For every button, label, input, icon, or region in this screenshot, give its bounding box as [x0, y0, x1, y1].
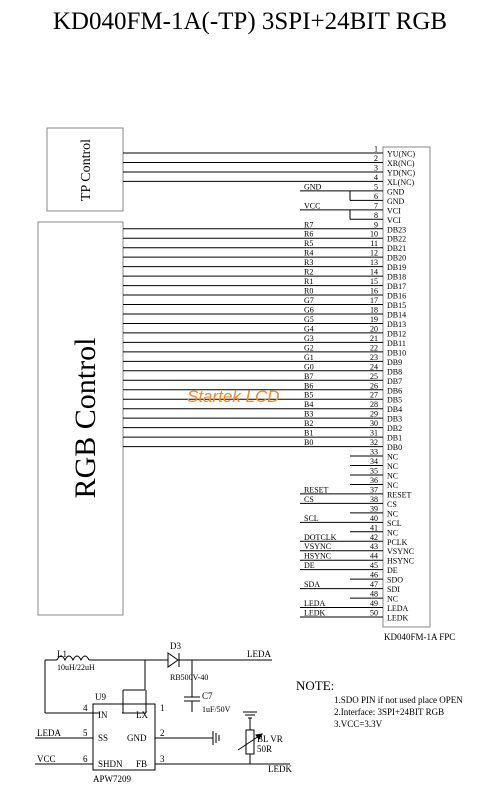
pin-name-27: DB5 [387, 395, 403, 405]
pin-name-33: NC [387, 452, 399, 462]
pin-number-32: 32 [370, 438, 378, 448]
watermark: Startek LCD [187, 387, 280, 406]
signal-label-24: G0 [304, 362, 314, 372]
signal-label-13: R3 [304, 258, 314, 268]
bl-vr-label: BL VR [257, 734, 283, 744]
l1-value: 10uH/22uH [57, 663, 95, 672]
signal-label-25: B7 [304, 371, 314, 381]
signal-label-18: G6 [304, 305, 314, 315]
pin-number-31: 31 [370, 428, 378, 438]
signal-label-50: LEDK [304, 608, 326, 618]
fpc-label: KD040FM-1A FPC [384, 632, 456, 642]
pin-number-25: 25 [370, 371, 378, 381]
signal-label-42: DOTCLK [304, 532, 337, 542]
signal-label-32: B0 [304, 438, 314, 448]
notes-heading: NOTE: [296, 678, 335, 693]
pin-number-6: 6 [374, 191, 378, 201]
pin-name-40: SCL [387, 518, 402, 528]
pin-number-10: 10 [370, 229, 378, 239]
signal-label-29: B3 [304, 409, 314, 419]
signal-label-11: R5 [304, 239, 314, 249]
pin-in-label: IN [98, 710, 108, 720]
pin-number-26: 26 [370, 381, 378, 391]
pin-name-44: HSYNC [387, 556, 415, 566]
d3-label: D3 [170, 641, 181, 651]
signal-label-30: B2 [304, 419, 314, 429]
pin-number-42: 42 [370, 532, 378, 542]
pin-name-28: DB4 [387, 405, 403, 415]
pin-name-35: NC [387, 471, 399, 481]
pin-number-1: 1 [374, 144, 378, 154]
pin-name-50: LEDK [387, 613, 409, 623]
notes-block [296, 680, 463, 730]
pin-name-24: DB8 [387, 367, 403, 377]
pin-number-5: 5 [374, 182, 378, 192]
pin-name-31: DB1 [387, 433, 403, 443]
signal-label-44: HSYNC [304, 551, 332, 561]
pin-number-20: 20 [370, 324, 378, 334]
pin-name-15: DB17 [387, 282, 407, 292]
l1-label: L1 [57, 649, 67, 659]
pin-number-30: 30 [370, 419, 378, 429]
pin-name-41: NC [387, 528, 399, 538]
d3-value: RB500V-40 [170, 673, 209, 682]
pin-number-21: 21 [370, 333, 378, 343]
signal-label-19: G5 [304, 314, 314, 324]
diagram-title: KD040FM-1A(-TP) 3SPI+24BIT RGB [52, 8, 448, 35]
signal-label-15: R1 [304, 277, 314, 287]
pin-name-13: DB19 [387, 263, 407, 273]
pin-name-42: PCLK [387, 537, 408, 547]
pin-number-27: 27 [370, 390, 378, 400]
pin-number-22: 22 [370, 343, 378, 353]
pin-number-49: 49 [370, 599, 378, 609]
pin-number-24: 24 [370, 362, 378, 372]
pin-number-8: 8 [374, 210, 378, 220]
pin-num-6: 6 [83, 754, 88, 764]
pin-number-14: 14 [370, 267, 378, 277]
signal-label-5: GND [304, 182, 322, 192]
pin-name-5: GND [387, 187, 405, 197]
r-value-label: 50R [257, 744, 273, 754]
pin-number-39: 39 [370, 504, 378, 514]
pin-name-29: DB3 [387, 414, 403, 424]
pin-name-20: DB12 [387, 329, 407, 339]
pin-number-34: 34 [370, 457, 378, 467]
vcc-input-label: VCC [37, 754, 56, 764]
pin-name-17: DB15 [387, 301, 407, 311]
pin-number-43: 43 [370, 542, 378, 552]
pin-name-21: DB11 [387, 338, 406, 348]
pin-name-12: DB20 [387, 253, 407, 263]
signal-label-49: LEDA [304, 599, 326, 609]
pin-number-12: 12 [370, 248, 378, 258]
pin-number-11: 11 [370, 239, 378, 249]
pin-shdn-label: SHDN [98, 759, 123, 769]
pin-number-2: 2 [374, 153, 378, 163]
pin-name-47: SDI [387, 585, 400, 595]
signal-label-16: R0 [304, 286, 314, 296]
pin-name-11: DB21 [387, 244, 407, 254]
pin-name-38: CS [387, 499, 397, 509]
pin-number-37: 37 [370, 485, 378, 495]
pin-number-23: 23 [370, 352, 378, 362]
pin-name-25: DB7 [387, 376, 403, 386]
pin-number-40: 40 [370, 513, 378, 523]
signal-label-40: SCL [304, 513, 319, 523]
pin-number-17: 17 [370, 296, 378, 306]
pin-fb-label: FB [136, 759, 148, 769]
signal-label-26: B6 [304, 381, 314, 391]
pin-number-36: 36 [370, 475, 378, 485]
note-line-3: 3.VCC=3.3V [334, 719, 383, 729]
pin-number-46: 46 [370, 570, 378, 580]
signal-label-27: B5 [304, 390, 314, 400]
pin-number-18: 18 [370, 305, 378, 315]
pin-num-5: 5 [83, 728, 88, 738]
pin-gnd-label: GND [127, 733, 147, 743]
diode-d3 [168, 653, 178, 667]
pin-name-36: NC [387, 480, 399, 490]
pin-name-8: VCI [387, 215, 401, 225]
pin-number-50: 50 [370, 608, 378, 618]
pin-num-1: 1 [160, 703, 165, 713]
u9-label: U9 [95, 692, 106, 702]
pin-name-34: NC [387, 462, 399, 472]
note-line-2: 2.Interface: 3SPI+24BIT RGB [334, 707, 445, 717]
signal-label-12: R4 [304, 248, 314, 258]
pin-number-35: 35 [370, 466, 378, 476]
pin-number-19: 19 [370, 314, 378, 324]
signal-label-20: G4 [304, 324, 314, 334]
signal-label-23: G1 [304, 352, 314, 362]
chip-name-label: APW7209 [93, 774, 131, 784]
pin-lx-label: LX [136, 710, 148, 720]
pin-number-13: 13 [370, 258, 378, 268]
c7-value: 1uF/50V [202, 705, 231, 714]
signal-label-10: R6 [304, 229, 314, 239]
fpc-pin-rows [123, 145, 415, 623]
pin-name-39: NC [387, 509, 399, 519]
pin-number-48: 48 [370, 589, 378, 599]
pin-num-3: 3 [160, 754, 165, 764]
pin-name-30: DB2 [387, 424, 403, 434]
pin-number-33: 33 [370, 447, 378, 457]
signal-label-22: G2 [304, 343, 314, 353]
tp-control-label: TP Control [79, 138, 94, 202]
pin-num-4: 4 [83, 703, 88, 713]
pin-name-3: YD(NC) [387, 168, 415, 178]
signal-label-7: VCC [304, 201, 321, 211]
signal-label-31: B1 [304, 428, 314, 438]
ledk-output-label: LEDK [268, 764, 292, 774]
signal-label-9: R7 [304, 220, 314, 230]
signal-label-45: DE [304, 561, 315, 571]
pin-number-38: 38 [370, 494, 378, 504]
pin-name-23: DB9 [387, 357, 403, 367]
signal-label-21: G3 [304, 333, 314, 343]
pin-num-2: 2 [160, 728, 165, 738]
pin-name-7: VCI [387, 206, 401, 216]
pin-number-3: 3 [374, 163, 378, 173]
pin-name-46: SDO [387, 575, 404, 585]
pin-name-16: DB16 [387, 291, 407, 301]
pin-number-41: 41 [370, 523, 378, 533]
pin-name-19: DB13 [387, 319, 407, 329]
signal-label-37: RESET [304, 485, 329, 495]
leda-input-label: LEDA [37, 728, 61, 738]
pin-name-22: DB10 [387, 348, 407, 358]
pin-number-7: 7 [374, 201, 378, 211]
leda-output-label: LEDA [247, 649, 271, 659]
pin-name-18: DB14 [387, 310, 407, 320]
pin-name-10: DB22 [387, 234, 407, 244]
pin-name-45: DE [387, 566, 398, 576]
pin-name-6: GND [387, 196, 405, 206]
pin-name-37: RESET [387, 490, 412, 500]
pin-number-9: 9 [374, 220, 378, 230]
c7-label: C7 [202, 691, 213, 701]
pin-number-15: 15 [370, 277, 378, 287]
signal-label-17: G7 [304, 296, 314, 306]
signal-label-43: VSYNC [304, 542, 332, 552]
pin-number-45: 45 [370, 561, 378, 571]
pin-number-29: 29 [370, 409, 378, 419]
pin-number-47: 47 [370, 580, 378, 590]
pin-name-43: VSYNC [387, 547, 415, 557]
pin-name-2: XR(NC) [387, 158, 415, 168]
signal-label-47: SDA [304, 580, 321, 590]
pin-number-28: 28 [370, 400, 378, 410]
pin-number-4: 4 [374, 172, 378, 182]
note-line-1: 1.SDO PIN if not used place OPEN [334, 695, 463, 705]
signal-label-38: CS [304, 494, 314, 504]
pin-ss-label: SS [98, 733, 109, 743]
pin-name-14: DB18 [387, 272, 407, 282]
pin-name-32: DB0 [387, 443, 403, 453]
pin-name-4: XL(NC) [387, 177, 415, 187]
signal-label-28: B4 [304, 400, 314, 410]
rgb-control-label: RGB Control [69, 337, 102, 499]
pin-name-1: YU(NC) [387, 149, 415, 159]
pin-name-9: DB23 [387, 225, 407, 235]
pin-name-48: NC [387, 594, 399, 604]
pin-name-49: LEDA [387, 604, 409, 614]
pin-number-44: 44 [370, 551, 378, 561]
pin-name-26: DB6 [387, 386, 403, 396]
pin-number-16: 16 [370, 286, 378, 296]
signal-label-14: R2 [304, 267, 314, 277]
